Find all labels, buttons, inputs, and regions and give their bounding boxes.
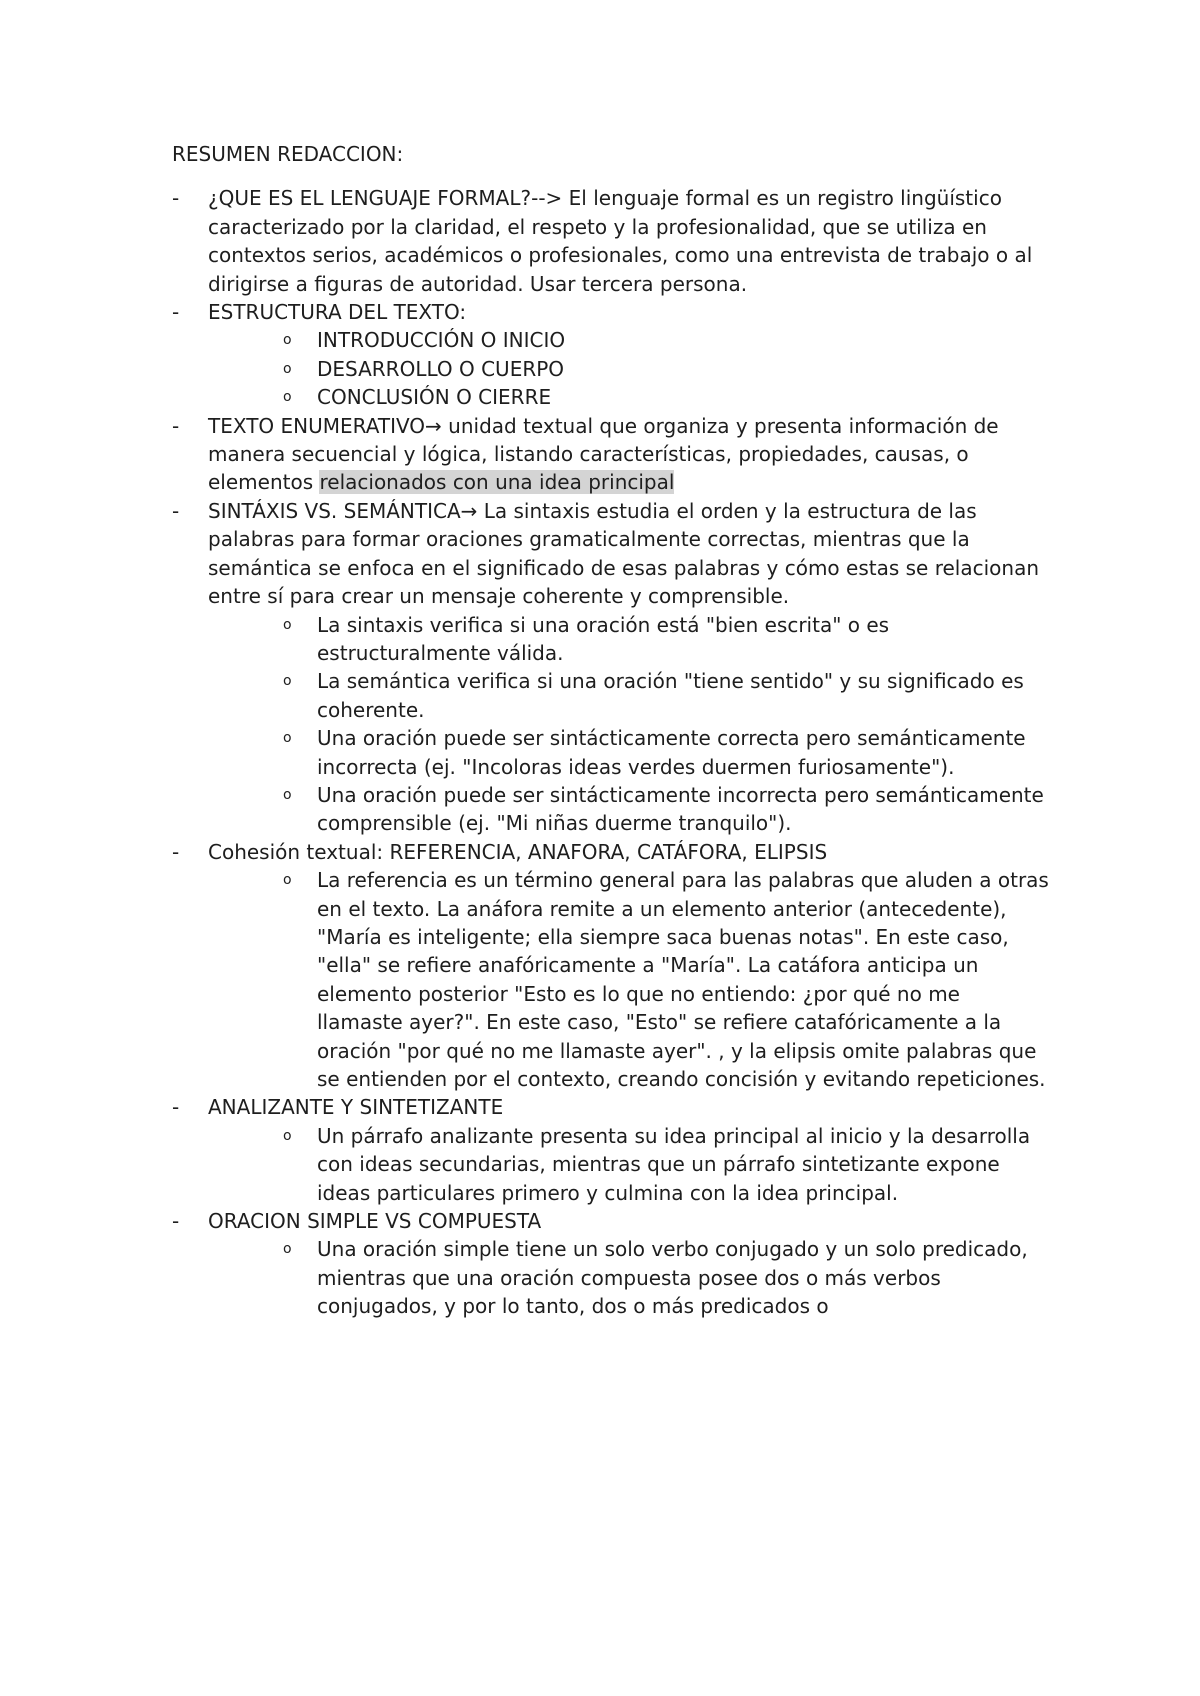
list-item-oracion xyxy=(172,1207,1052,1235)
sub-item xyxy=(172,667,1052,724)
list-item-estructura xyxy=(172,298,1052,326)
sub-item-text: DESARROLLO O CUERPO xyxy=(317,356,565,381)
circle-bullet-icon: o xyxy=(283,1241,292,1258)
circle-bullet-icon: o xyxy=(283,360,292,377)
dash-marker: - xyxy=(172,1209,180,1234)
dash-marker: - xyxy=(172,498,180,523)
sub-item xyxy=(172,611,1052,668)
sub-item-text: CONCLUSIÓN O CIERRE xyxy=(317,385,552,410)
sub-item-text: Una oración simple tiene un solo verbo conjugado y un solo predicado, mientras que una oración compuesta posee dos o más verbos conjugados, y por lo tanto, dos o más predicados o xyxy=(317,1237,1028,1319)
circle-bullet-icon: o xyxy=(283,332,292,349)
sub-item-text: Una oración puede ser sintácticamente incorrecta pero semánticamente comprensible (ej. "Mi niñas duerme tranquilo"). xyxy=(317,782,1044,836)
sub-list-analizante xyxy=(172,1122,1052,1207)
sub-list-sintaxis xyxy=(172,611,1052,838)
circle-bullet-icon: o xyxy=(283,1127,292,1144)
sub-list-cohesion xyxy=(172,866,1052,1093)
dash-marker: - xyxy=(172,186,180,211)
document-title: RESUMEN REDACCION: xyxy=(172,142,404,166)
item-text: ORACION SIMPLE VS COMPUESTA xyxy=(208,1209,542,1234)
sub-item-text: INTRODUCCIÓN O INICIO xyxy=(317,328,566,353)
sub-item-text: La referencia es un término general para las palabras que aluden a otras en el texto. La anáfora remite a un elemento anterior (antecedente), "María es inteligente; ella siempre saca buenas notas". En este caso, "ella" se refiere anafóricamente a "María". La catáfora anticipa un elemento posterior "Esto es lo que no entiendo: ¿por qué no me llamaste ayer?". En este caso, "Esto" se refiere catafóricamente a la oración "por qué no me llamaste ayer". , y la elipsis omite palabras que se entienden por el contexto, creando concisión y evitando repeticiones. xyxy=(317,868,1049,1091)
sub-list-oracion xyxy=(172,1235,1052,1320)
list-item-sintaxis-semantica xyxy=(172,497,1052,611)
sub-list-estructura xyxy=(172,326,1052,411)
item-text: ¿QUE ES EL LENGUAJE FORMAL?--> El lenguaje formal es un registro lingüístico caracterizado por la claridad, el respeto y la profesionalidad, que se utiliza en contextos serios, académicos o profesionales, como una entrevista de trabajo o al dirigirse a figuras de autoridad. Usar tercera persona. xyxy=(208,186,1033,296)
circle-bullet-icon: o xyxy=(283,616,292,633)
dash-marker: - xyxy=(172,839,180,864)
list-item-analizante xyxy=(172,1093,1052,1121)
sub-item xyxy=(172,355,1052,383)
dash-marker: - xyxy=(172,300,180,325)
item-text: SINTÁXIS VS. SEMÁNTICA→ La sintaxis estudia el orden y la estructura de las palabras para formar oraciones gramaticalmente correctas, mientras que la semántica se enfoca en el significado de esas palabras y cómo estas se relacionan entre sí para crear un mensaje coherente y comprensible. xyxy=(208,498,1040,609)
sub-item xyxy=(172,1122,1052,1207)
sub-item-text: Una oración puede ser sintácticamente correcta pero semánticamente incorrecta (ej. "Incoloras ideas verdes duermen furiosamente"). xyxy=(317,726,1026,779)
sub-item-text: Un párrafo analizante presenta su idea principal al inicio y la desarrolla con ideas secundarias, mientras que un párrafo sintetizante expone ideas particulares primero y culmina con la idea principal. xyxy=(317,1123,1031,1205)
dash-marker: - xyxy=(172,413,180,438)
circle-bullet-icon: o xyxy=(283,389,292,406)
sub-item xyxy=(172,383,1052,411)
list-item-lenguaje-formal xyxy=(172,184,1052,298)
sub-item xyxy=(172,724,1052,781)
item-text: Cohesión textual: REFERENCIA, ANAFORA, CATÁFORA, ELIPSIS xyxy=(208,839,828,864)
sub-item xyxy=(172,781,1052,838)
item-text: ANALIZANTE Y SINTETIZANTE xyxy=(208,1095,504,1120)
main-list xyxy=(172,184,1052,1320)
item-text: TEXTO ENUMERATIVO→ unidad textual que organiza y presenta información de manera secuencial y lógica, listando características, propiedades, causas, o elementos xyxy=(208,413,999,495)
sub-item xyxy=(172,866,1052,1093)
list-item-cohesion xyxy=(172,838,1052,866)
sub-item xyxy=(172,326,1052,354)
sub-item-text: La semántica verifica si una oración "tiene sentido" y su significado es coherente. xyxy=(317,669,1024,722)
list-item-texto-enumerativo xyxy=(172,412,1052,497)
highlighted-text: relacionados con una idea principal xyxy=(319,470,675,495)
sub-item-text: La sintaxis verifica si una oración está "bien escrita" o es estructuralmente válida. xyxy=(317,612,890,665)
item-text: ESTRUCTURA DEL TEXTO: xyxy=(208,300,467,325)
sub-item xyxy=(172,1235,1052,1320)
document-page xyxy=(172,140,1052,1321)
dash-marker: - xyxy=(172,1095,180,1120)
circle-bullet-icon: o xyxy=(283,730,292,747)
circle-bullet-icon: o xyxy=(283,872,292,889)
circle-bullet-icon: o xyxy=(283,673,292,690)
circle-bullet-icon: o xyxy=(283,786,292,803)
